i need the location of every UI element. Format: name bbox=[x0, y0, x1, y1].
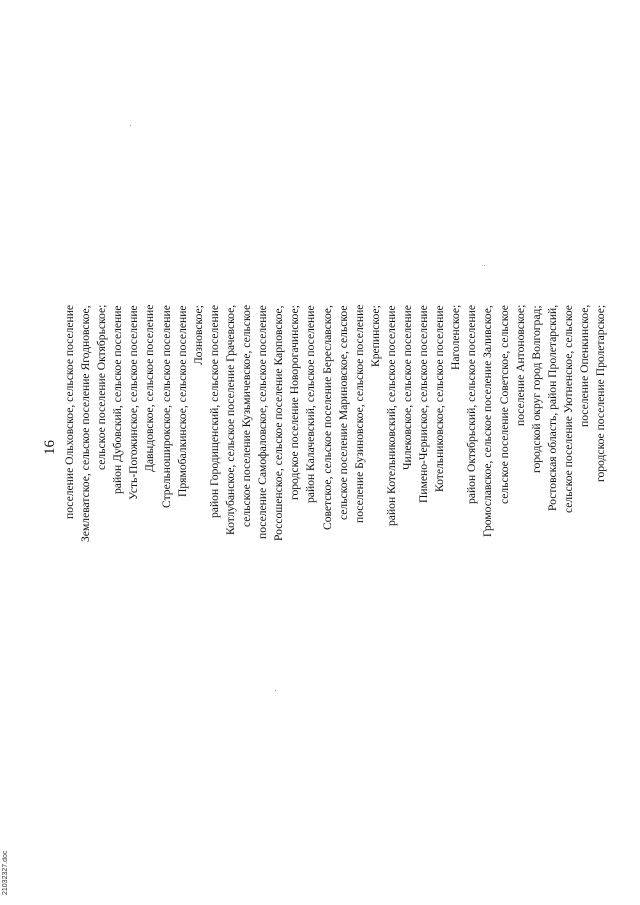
text-line: Ростовская область, район Пролетарский, bbox=[545, 305, 559, 512]
text-line: Россошенское, сельское поселение Карповское, bbox=[272, 305, 286, 541]
text-line: район Котельниковский, сельское поселение bbox=[384, 305, 398, 526]
text-line: район Дубовский, сельское поселение bbox=[111, 305, 125, 494]
text-line: Лозновское; bbox=[191, 305, 205, 365]
text-line: Стрельноширокское, сельское поселение bbox=[159, 305, 173, 508]
scan-speck bbox=[484, 265, 485, 266]
text-line: Крепинское; bbox=[368, 305, 382, 367]
document-text-block bbox=[62, 305, 608, 615]
text-line: Прямобалкинское, сельское поселение bbox=[175, 305, 189, 497]
text-line: городское поселение Новорогачинское; bbox=[288, 305, 302, 500]
text-line: сельское поселение Октябрьское; bbox=[95, 305, 109, 471]
text-line: Советское, сельское поселение Береславское, bbox=[320, 305, 334, 530]
text-line: Чилековское, сельское поселение bbox=[400, 305, 414, 470]
text-line: поселение Ольховское, сельское поселение bbox=[63, 305, 76, 520]
text-line: Котельниковское, сельское поселение bbox=[433, 305, 447, 492]
text-line: район Калачевский, сельское поселение bbox=[304, 305, 318, 503]
text-line: Землеватское, сельское поселение Ягодновское, bbox=[79, 305, 93, 542]
text-line: Пимено-Черниское, сельское поселение bbox=[417, 305, 431, 503]
text-line: городской округ город Волгоград; bbox=[529, 305, 543, 473]
text-line: Усть-Погожинское, сельское поселение bbox=[127, 305, 141, 500]
text-line: Давыдовское, сельское поселение bbox=[143, 305, 157, 473]
text-line: район Городищенский, сельское поселение bbox=[207, 305, 221, 519]
text-line: Котлубанское, сельское поселение Грачевское, bbox=[223, 305, 237, 536]
text-line: Наголенское; bbox=[449, 305, 463, 371]
file-footer-code: 21032327.doc bbox=[2, 850, 9, 895]
text-line: район Октябрьский, сельское поселение bbox=[465, 305, 479, 505]
scan-speck bbox=[130, 125, 131, 126]
text-line: сельское поселение Мариновское, сельское bbox=[336, 305, 350, 520]
scan-speck bbox=[275, 690, 276, 691]
text-line: Громославское, сельское поселение Заливское, bbox=[481, 305, 495, 537]
text-line: поселение Опенкинское, bbox=[578, 305, 591, 428]
text-line: поселение Бузиновское, сельское поселение bbox=[352, 305, 366, 524]
text-line: поселение Антоновское; bbox=[513, 305, 527, 427]
text-line: сельское поселение Советское, сельское bbox=[497, 305, 511, 504]
text-line: городское поселение Пролетарское; bbox=[594, 305, 608, 483]
text-line: сельское поселение Кузьмичевское, сельское bbox=[240, 305, 254, 528]
page-number: 16 bbox=[42, 440, 58, 455]
text-line: сельское поселение Уютненское, сельское bbox=[561, 305, 575, 513]
text-line: поселение Самофаловское, сельское поселение bbox=[256, 305, 270, 539]
